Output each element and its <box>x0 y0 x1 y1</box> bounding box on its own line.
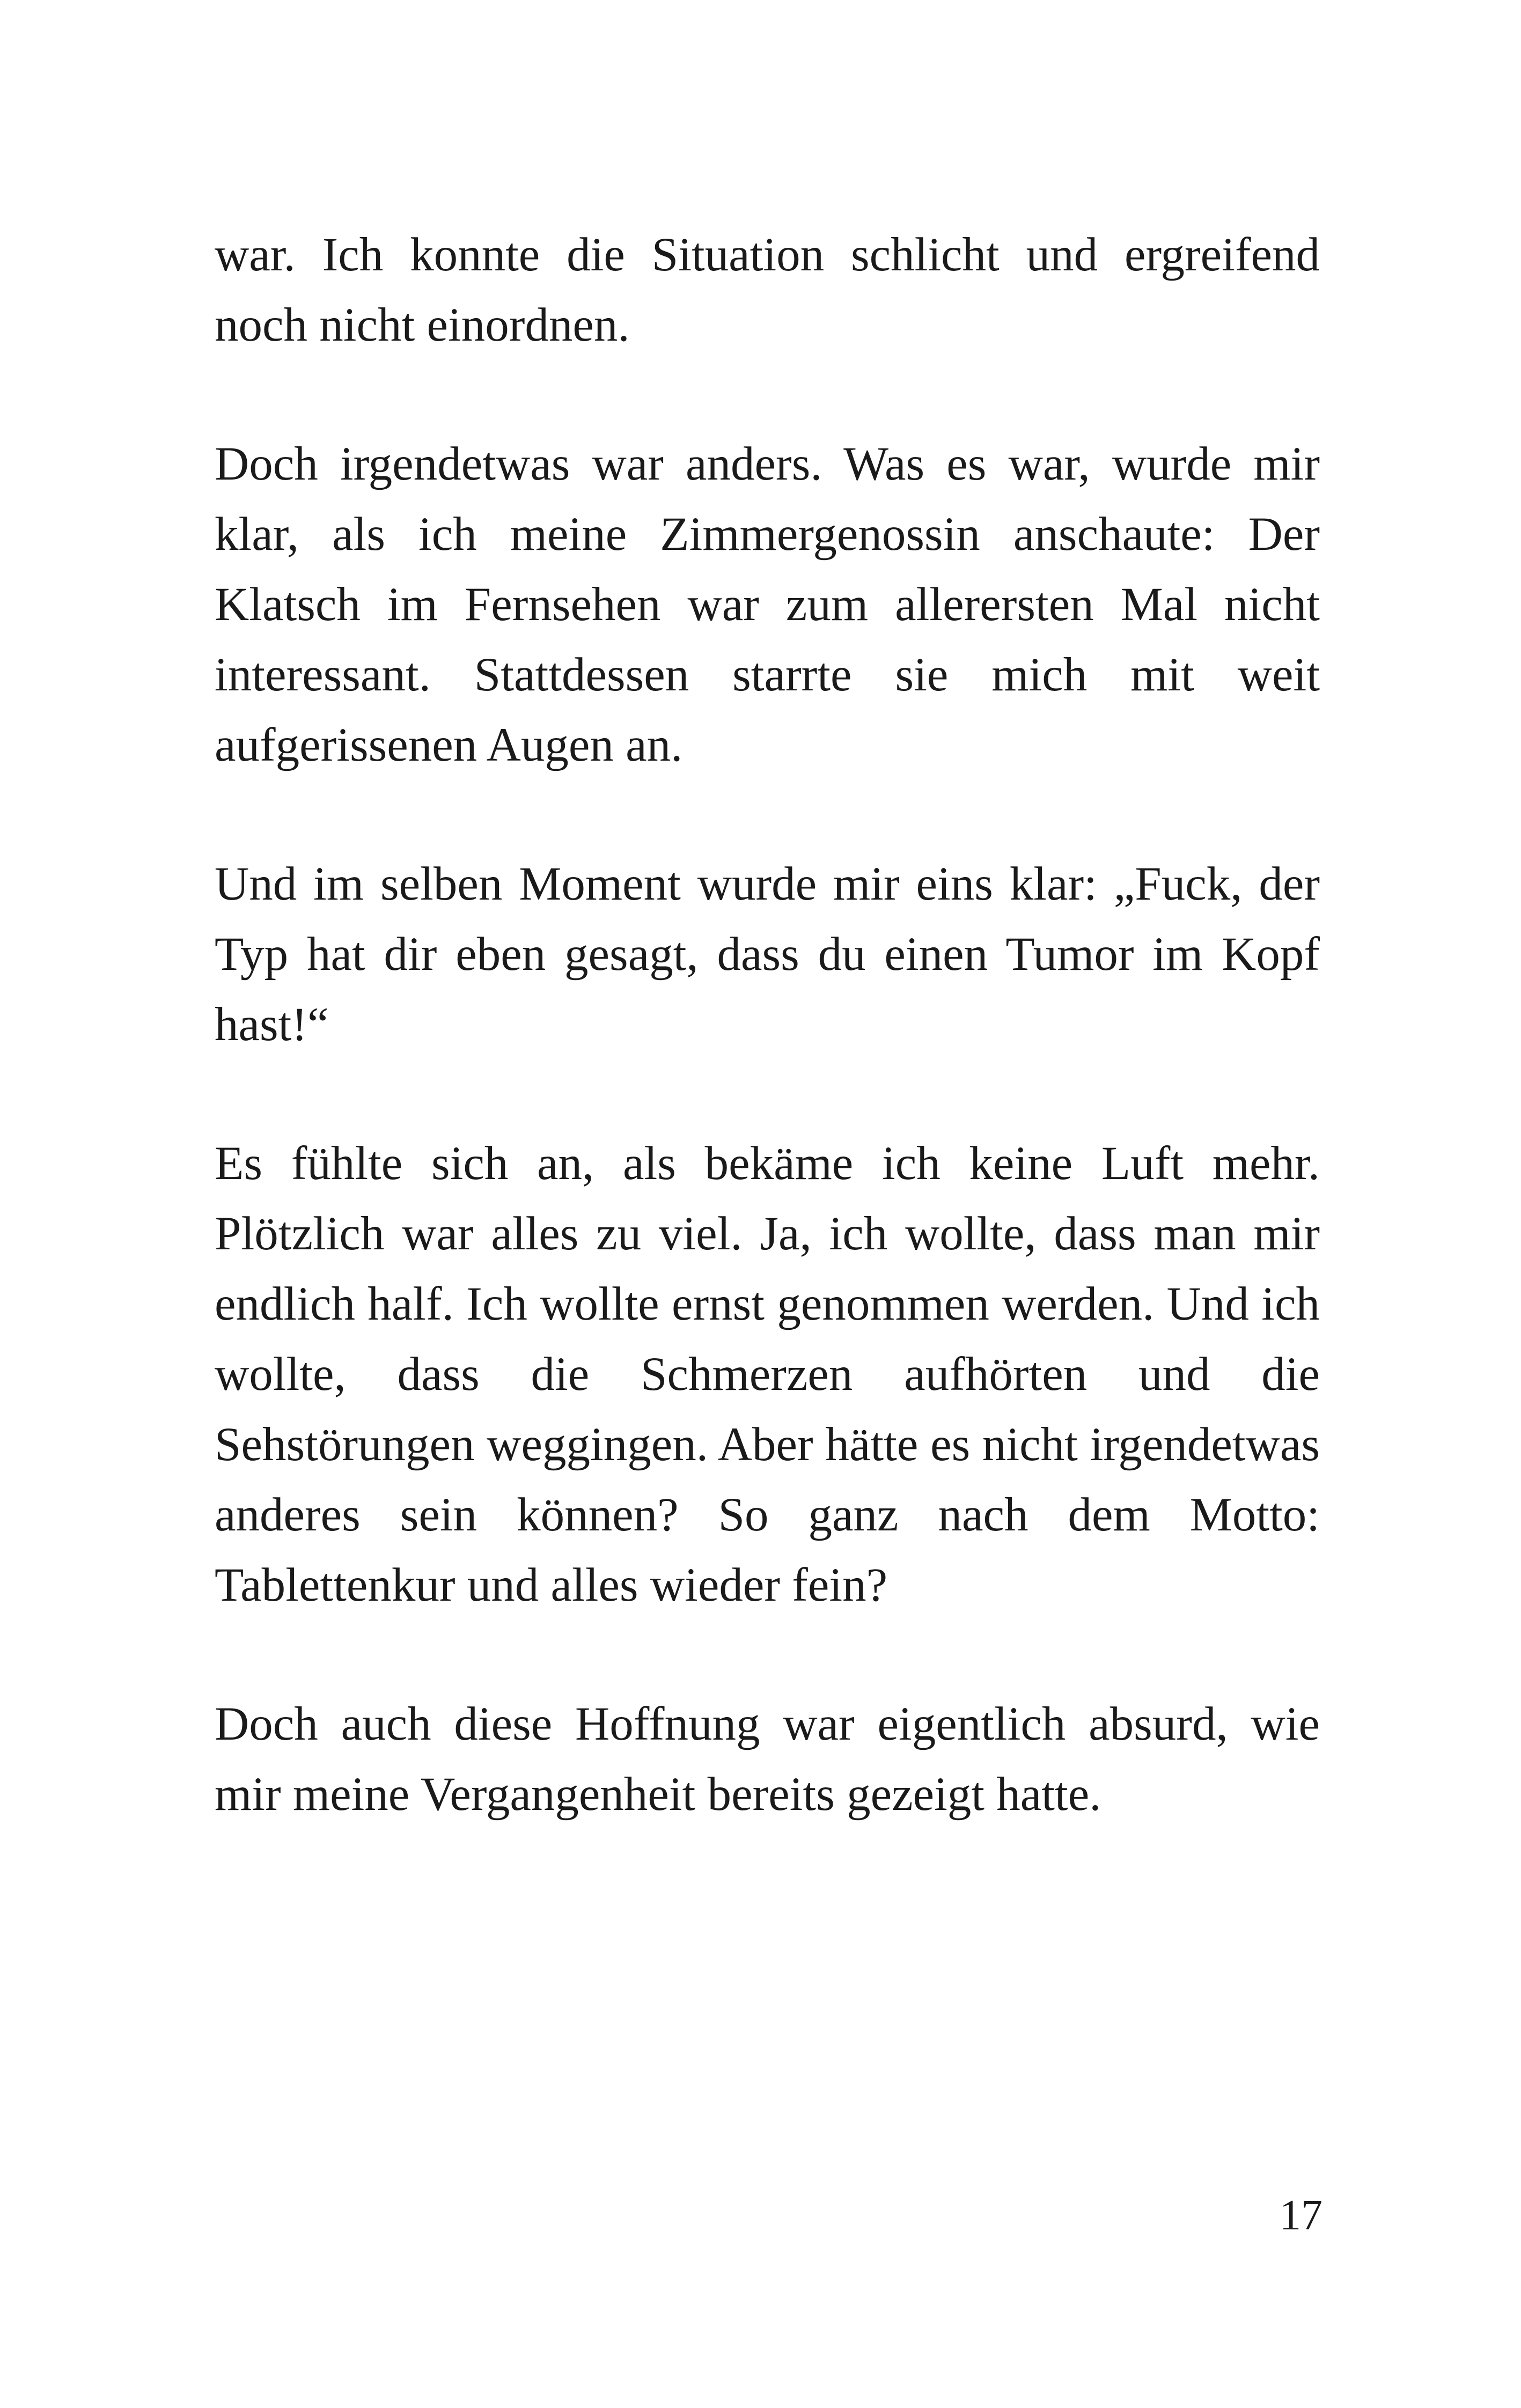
body-text <box>215 220 1320 1830</box>
paragraph-2: Doch irgendetwas war anders. Was es war, wurde mir klar, als ich meine Zimmergenossin anschaute: Der Klatsch im Fernsehen war zum allerersten Mal nicht interessant. Stattdessen starrte sie mich mit weit aufgerissenen Augen an. <box>215 438 1320 771</box>
paragraph-4: Es fühlte sich an, als bekäme ich keine Luft mehr. Plötzlich war alles zu viel. Ja, ich wollte, dass man mir endlich half. Ich wollte ernst genommen werden. Und ich wollte, dass die Schmerzen aufhörten und die Sehstörungen weggingen. Aber hätte es nicht irgendetwas anderes sein können? So ganz nach dem Motto: Tablettenkur und alles wieder fein? <box>215 1137 1320 1611</box>
page-number: 17 <box>1280 2192 1322 2239</box>
paragraph-3: Und im selben Moment wurde mir eins klar: „Fuck, der Typ hat dir eben gesagt, dass du einen Tumor im Kopf hast!“ <box>215 858 1320 1051</box>
paragraph-5: Doch auch diese Hoffnung war eigentlich absurd, wie mir meine Vergangenheit bereits gezeigt hatte. <box>215 1698 1320 1821</box>
paragraph-1: war. Ich konnte die Situation schlicht und ergreifend noch nicht einordnen. <box>215 229 1320 351</box>
